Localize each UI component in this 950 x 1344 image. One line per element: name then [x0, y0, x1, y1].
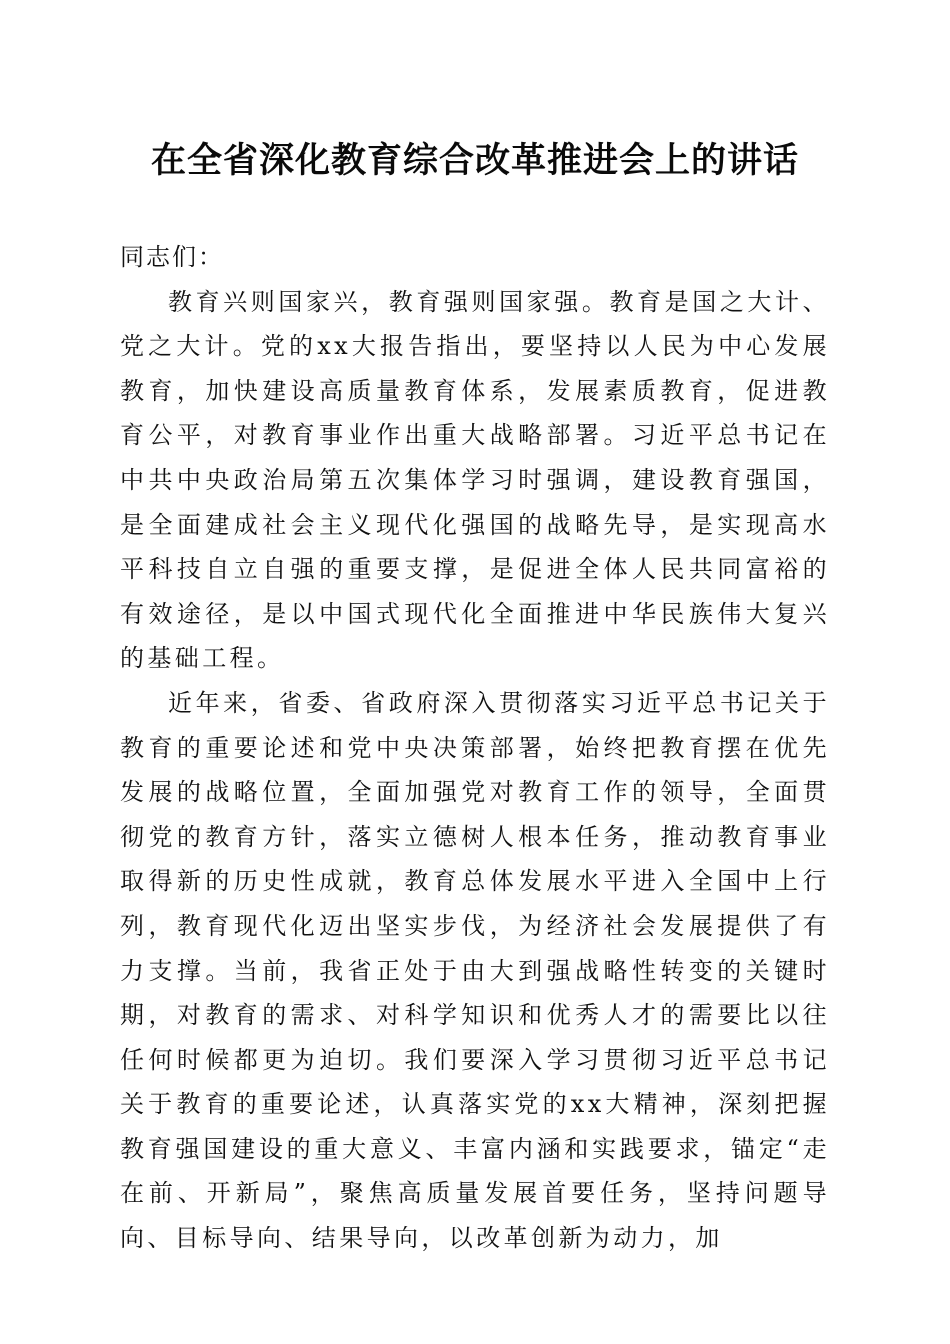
salutation: 同志们： — [120, 243, 224, 271]
document-title: 在全省深化教育综合改革推进会上的讲话 — [150, 141, 799, 181]
paragraph-1: 教育兴则国家兴，教育强则国家强。教育是国之大计、党之大计。党的xx大报告指出，要坚持以人民为中心发展教育，加快建设高质量教育体系，发展素质教育，促进教育公平，对教育事业作出重大战略部署。习近平总书记在中共中央政治局第五次集体学习时强调，建设教育强国，是全面建成社会主义现代化强国的战略先导，是实现高水平科技自立自强的重要支撑，是促进全体人民共同富裕的有效途径，是以中国式现代化全面推进中华民族伟大复兴的基础工程。 — [120, 287, 830, 673]
document-body — [120, 235, 830, 1261]
paragraph-2: 近年来，省委、省政府深入贯彻落实习近平总书记关于教育的重要论述和党中央决策部署，始终把教育摆在优先发展的战略位置，全面加强党对教育工作的领导，全面贯彻党的教育方针，落实立德树人根本任务，推动教育事业取得新的历史性成就，教育总体发展水平进入全国中上行列，教育现代化迈出坚实步伐，为经济社会发展提供了有力支撑。当前，我省正处于由大到强战略性转变的关键时期，对教育的需求、对科学知识和优秀人才的需要比以往任何时候都更为迫切。我们要深入学习贯彻习近平总书记关于教育的重要论述，认真落实党的xx大精神，深刻把握教育强国建设的重大意义、丰富内涵和实践要求，锚定“走在前、开新局”，聚焦高质量发展首要任务，坚持问题导向、目标导向、结果导向，以改革创新为动力，加 — [120, 688, 830, 1253]
